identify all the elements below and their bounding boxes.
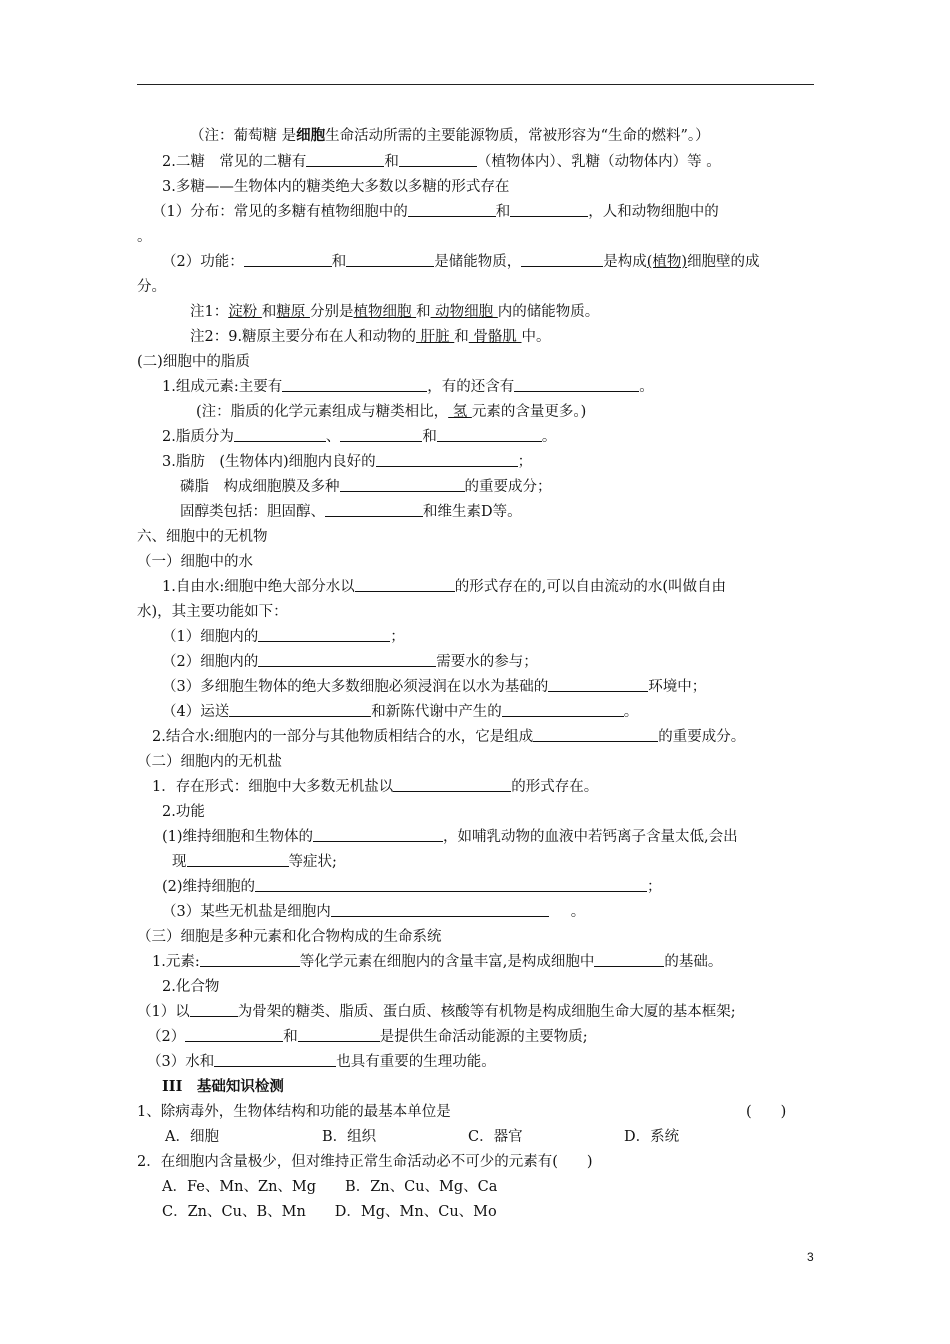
text-line: 注1：淀粉 和糖原 分别是植物细胞 和 动物细胞 内的储能物质。: [190, 304, 600, 320]
blank: [346, 252, 434, 267]
blank: [510, 202, 588, 217]
blank: [234, 427, 326, 442]
text-line: 现 等症状;: [172, 854, 337, 870]
blank: [200, 952, 300, 967]
blank: [533, 727, 658, 742]
text-line: 水)，其主要功能如下：: [137, 604, 288, 620]
blank: [340, 427, 422, 442]
text-line: (2)维持细胞的 ；: [162, 879, 662, 895]
blank: [393, 777, 511, 792]
section-heading: （二）细胞内的无机盐: [137, 754, 282, 770]
text-line: 1．存在形式：细胞中大多数无机盐以 的形式存在。: [152, 779, 599, 795]
blank: [325, 502, 423, 517]
blank: [340, 477, 465, 492]
section-heading: （三）细胞是多种元素和化合物构成的生命系统: [137, 929, 442, 945]
blank: [185, 1027, 283, 1042]
text-line: 2.功能: [162, 804, 205, 820]
text-line: 分。: [137, 279, 166, 295]
section-heading: 六、细胞中的无机物: [137, 529, 268, 545]
option-a: A．细胞: [165, 1129, 219, 1145]
option-b: B．组织: [322, 1129, 377, 1145]
text-line: (注：脂质的化学元素组成与糖类相比， 氢 元素的含量更多。): [196, 404, 587, 420]
blank: [399, 152, 477, 167]
blank: [214, 1052, 336, 1067]
blank: [408, 202, 496, 217]
text-line: （2）细胞内的 需要水的参与；: [162, 654, 538, 670]
text-line: 固醇类包括：胆固醇、 和维生素D等。: [180, 504, 522, 520]
text-line: （1）以 为骨架的糖类、脂质、蛋白质、核酸等有机物是构成细胞生命大厦的基本框架;: [137, 1004, 736, 1020]
text-line: （2） 和 是提供生命活动能源的主要物质;: [147, 1029, 588, 1045]
blank: [502, 702, 624, 717]
blank: [187, 852, 289, 867]
blank: [298, 1027, 380, 1042]
text-line: 2.脂质分为 、 和 。: [162, 429, 557, 445]
text-line: （3）水和 也具有重要的生理功能。: [147, 1054, 496, 1070]
blank: [594, 952, 664, 967]
answer-bracket: ( ): [746, 1104, 787, 1120]
text-line: 磷脂 构成细胞膜及多种 的重要成分；: [180, 479, 552, 495]
text-line: （4）运送 和新陈代谢中产生的 。: [162, 704, 639, 720]
blank: [282, 377, 427, 392]
blank: [306, 152, 384, 167]
text-line: 3.脂肪 (生物体内)细胞内良好的 ；: [162, 454, 533, 470]
section-heading: III 基础知识检测: [162, 1078, 284, 1095]
header-rule: [137, 84, 814, 85]
question-1: 1、除病毒外，生物体结构和功能的最基本单位是: [137, 1104, 451, 1120]
option-d: D．系统: [624, 1129, 680, 1145]
option-c: C．器官: [468, 1129, 523, 1145]
text-line: 2.化合物: [162, 979, 220, 995]
text-line: 3.多糖——生物体内的糖类绝大多数以多糖的形式存在: [162, 179, 510, 195]
section-heading: (二)细胞中的脂质: [137, 354, 250, 370]
blank: [190, 1002, 238, 1017]
options-cd: C．Zn、Cu、B、Mn D．Mg、Mn、Cu、Mo: [162, 1204, 497, 1220]
blank: [313, 827, 443, 842]
text-line: （1）分布：常见的多糖有植物细胞中的 和 ，人和动物细胞中的: [152, 204, 719, 220]
blank: [331, 902, 549, 917]
section-heading: （一）细胞中的水: [137, 554, 253, 570]
blank: [514, 377, 639, 392]
text-line: （1）细胞内的 ；: [162, 629, 405, 645]
blank: [376, 452, 518, 467]
blank: [258, 652, 436, 667]
blank: [355, 577, 455, 592]
blank: [548, 677, 648, 692]
text-line: （2）功能： 和 是储能物质， 是构成(植物)细胞壁的成: [162, 254, 760, 270]
blank: [255, 877, 647, 892]
text-line: 1.元素: 等化学元素在细胞内的含量丰富,是构成细胞中 的基础。: [152, 954, 723, 970]
page-number: 3: [807, 1250, 814, 1264]
text-line: 2.结合水:细胞内的一部分与其他物质相结合的水，它是组成 的重要成分。: [152, 729, 746, 745]
options-ab: A．Fe、Mn、Zn、Mg B．Zn、Cu、Mg、Ca: [162, 1179, 498, 1195]
blank: [229, 702, 371, 717]
text-line: （注：葡萄糖 是细胞生命活动所需的主要能源物质，常被形容为“生命的燃料”。）: [190, 127, 710, 144]
text-line: （3）多细胞生物体的绝大多数细胞必须浸润在以水为基础的 环境中；: [162, 679, 707, 695]
blank: [244, 252, 332, 267]
question-2: 2．在细胞内含量极少，但对维持正常生命活动必不可少的元素有( ): [137, 1154, 593, 1170]
blank: [258, 627, 390, 642]
blank: [437, 427, 542, 442]
text-line: 1.组成元素:主要有 ，有的还含有 。: [162, 379, 654, 395]
text-line: （3）某些无机盐是细胞内 。: [162, 904, 586, 920]
text-line: 1.自由水:细胞中绝大部分水以 的形式存在的,可以自由流动的水(叫做自由: [162, 579, 726, 595]
text-line: (1)维持细胞和生物体的 ，如哺乳动物的血液中若钙离子含量太低,会出: [162, 829, 738, 845]
text-line: 注2：9.糖原主要分布在人和动物的 肝脏 和 骨骼肌 中。: [190, 329, 551, 345]
text-line: 2.二糖 常见的二糖有 和 （植物体内）、乳糖（动物体内）等 。: [162, 154, 721, 170]
text-line: 。: [137, 229, 152, 245]
blank: [521, 252, 603, 267]
